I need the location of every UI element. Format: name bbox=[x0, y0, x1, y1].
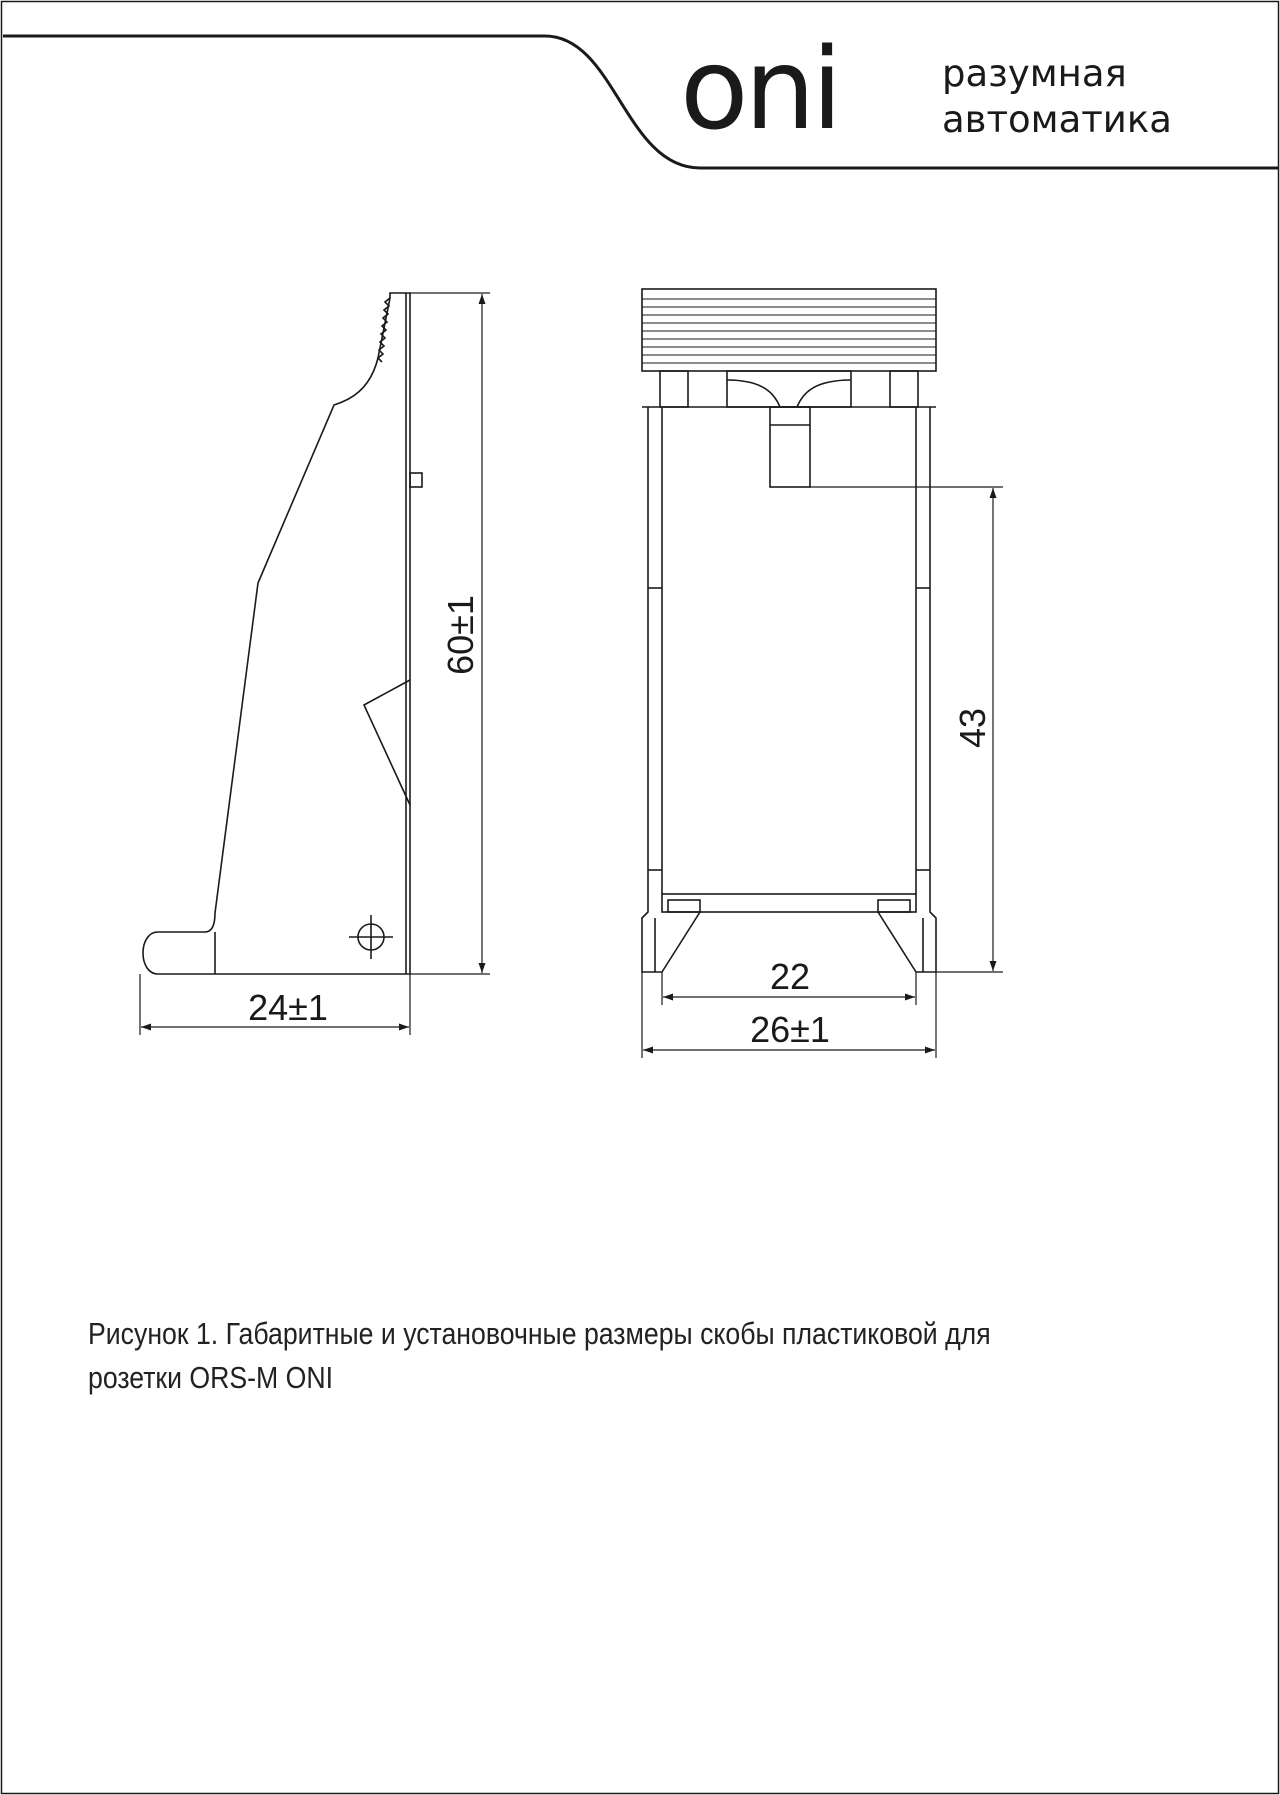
front-view-top-cap bbox=[642, 289, 936, 371]
figure-caption bbox=[88, 1312, 1051, 1400]
height-dimension-label: 60±1 bbox=[440, 595, 481, 675]
depth-dimension-label: 24±1 bbox=[248, 987, 328, 1028]
brand-tagline-line2: автоматика bbox=[942, 98, 1172, 141]
side-view-outline bbox=[143, 293, 410, 974]
caption-line-2: розетки ORS-M ONI bbox=[88, 1360, 334, 1395]
logo-text: oni bbox=[680, 25, 839, 155]
outer-width-dimension-label: 26±1 bbox=[750, 1009, 830, 1050]
side-view-dimensions bbox=[140, 293, 490, 1035]
inner-height-dimension-label: 43 bbox=[952, 707, 993, 749]
front-view-left-foot bbox=[642, 894, 700, 972]
side-view-drawing bbox=[143, 293, 422, 974]
front-view-center-boss bbox=[770, 407, 810, 487]
side-view-notch bbox=[364, 680, 410, 805]
front-view-dimensions bbox=[642, 487, 1003, 1058]
front-view-drawing bbox=[642, 289, 936, 972]
caption-line-1: Рисунок 1. Габаритные и установочные размеры скобы пластиковой для bbox=[88, 1316, 991, 1351]
page-border bbox=[2, 2, 1279, 1794]
front-view-right-foot bbox=[878, 894, 936, 972]
front-view-ribs bbox=[642, 299, 936, 363]
brand-logo bbox=[680, 25, 839, 155]
inner-width-dimension-label: 22 bbox=[769, 956, 811, 997]
brand-tagline-line1: разумная bbox=[942, 52, 1127, 95]
